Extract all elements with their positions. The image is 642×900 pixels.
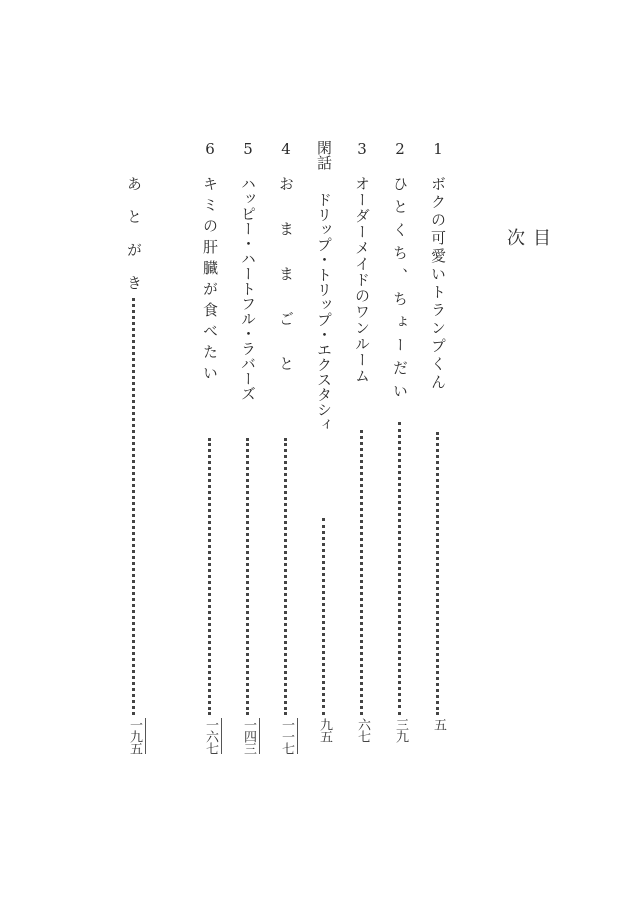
chapter-number: 1 [433,140,443,158]
dot-leader [246,438,249,715]
toc-heading: 目次 [504,228,551,284]
dot-leader [132,298,135,715]
toc-entry-2 [389,140,411,760]
chapter-title: ハッピー・ハートフル・ラバーズ [239,176,257,401]
dot-leader [436,432,439,715]
toc-entry-1 [427,140,449,760]
chapter-number: 6 [205,140,215,158]
chapter-title: ひとくち、ちょーだい [391,176,409,406]
chapter-title: キミの肝臓が食べたい [201,176,219,386]
page-number: 九五 [317,718,332,742]
toc-entry-3 [351,140,373,760]
page-number: 三九 [393,718,408,742]
toc-entry-4 [275,140,297,760]
page-number: 一九五 [123,718,146,754]
toc-entry-6 [199,140,221,760]
toc-entry-5 [237,140,259,760]
chapter-title: おままごと [277,176,295,401]
dot-leader [284,438,287,715]
chapter-title: オーダーメイドのワンルーム [353,176,371,384]
chapter-number: 5 [243,140,253,158]
dot-leader [398,422,401,715]
chapter-number: 2 [395,140,405,158]
page-number: 一四三 [237,718,260,754]
chapter-number: 3 [357,140,367,158]
page-number: 五 [431,718,446,730]
chapter-number: 4 [281,140,291,158]
toc-entry-interlude [313,140,335,760]
chapter-number: 閑話 [315,140,333,170]
chapter-title: ボクの可愛いトランプくん [429,176,447,392]
dot-leader [208,438,211,715]
chapter-title: ドリップ・トリップ・エクスタシィ [315,192,333,432]
dot-leader [322,518,325,715]
page-number: 一一七 [275,718,298,754]
chapter-title: あとがき [125,176,143,308]
dot-leader [360,430,363,715]
page-number: 六七 [355,718,370,742]
page-number: 一六七 [199,718,222,754]
toc-entry-afterword [123,140,145,760]
